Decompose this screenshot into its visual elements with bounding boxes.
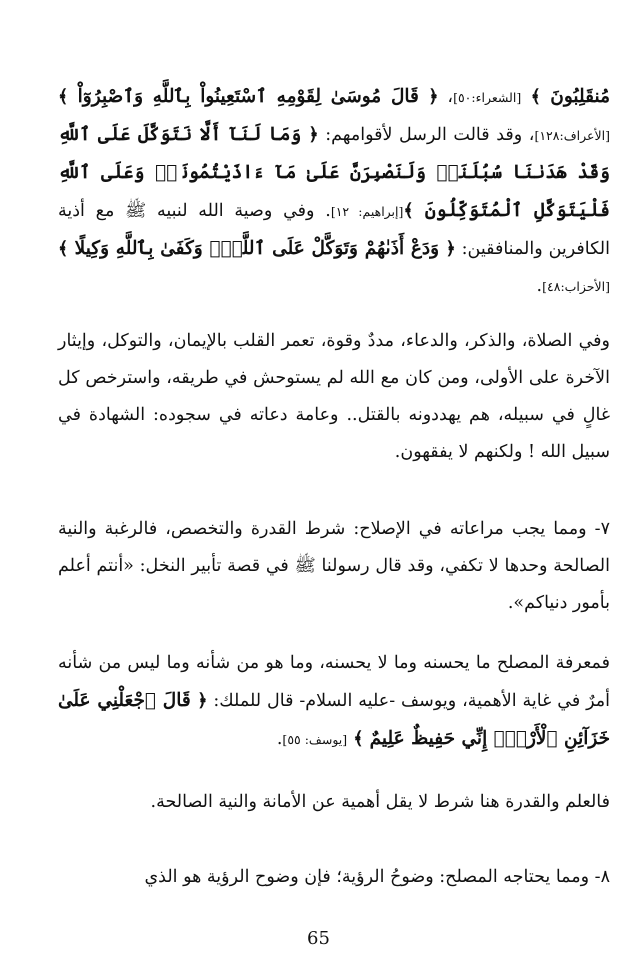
verse-bracket: ﴿ — [190, 691, 208, 711]
paragraph-6 — [58, 859, 610, 896]
verse-reference: [الأحزاب:٤٨] — [542, 279, 610, 294]
verse-bracket: ﴾ — [58, 239, 75, 259]
body-text: ، — [438, 87, 454, 107]
body-text: وفي الصلاة، والذكر، والدعاء، مددٌ وقوة، تعمر القلب بالإيمان، والتوكل، وإيثار الآخرة على الأولى، ومن كان مع الله لم يستوحش في طريقه، واسترخص كل غالٍ في سبيله، هم يهددونه بالقتل.. وعامة دعاته في سجوده: الشهادة في سبيل الله ! ولكنهم لا يفقهون. — [58, 331, 610, 462]
quran-verse: قَالَ ٱجْعَلْنِي عَلَىٰ خَزَآئِنِ ٱلْأَرْضِۖ إِنِّي حَفِيظٌ عَلِيمٌ — [58, 690, 610, 749]
paragraph-1 — [58, 78, 610, 305]
verse-bracket: ﴾ — [403, 201, 425, 221]
verse-bracket: ﴾ — [347, 729, 370, 749]
paragraph-2 — [58, 323, 610, 471]
verse-reference: [إبراهيم: ١٢] — [330, 204, 404, 219]
verse-bracket: ﴿ — [418, 87, 439, 107]
verse-reference: [يوسف: ٥٥] — [282, 732, 348, 747]
body-text: . — [276, 729, 283, 749]
verse-bracket: ﴿ — [301, 125, 319, 145]
body-text: . — [536, 276, 543, 296]
page-body — [58, 78, 610, 908]
verse-bracket: ﴾ — [58, 87, 78, 107]
body-text: ، وقد قالت الرسل لأقوامهم: — [318, 125, 535, 145]
verse-reference: [الأعراف:١٢٨] — [534, 128, 610, 143]
paragraph-5 — [58, 784, 610, 821]
body-text: . وفي وصية الله لنبيه ﷺ مع أذية الكافرين والمنافقين: — [58, 201, 610, 259]
quran-verse: قَالَ مُوسَىٰ لِقَوْمِهِ ٱسْتَعِينُواْ بِٱللَّهِ وَٱصْبِرُوٓاْ — [77, 86, 419, 107]
verse-bracket: ﴾ — [521, 87, 551, 107]
body-text: فالعلم والقدرة هنا شرط لا يقل أهمية عن الأمانة والنية الصالحة. — [150, 792, 610, 812]
body-text: فمعرفة المصلح ما يحسنه وما لا يحسنه، وما هو من شأنه وما ليس من شأنه أمرٌ في غاية الأهمية، ويوسف -عليه السلام- قال للملك: — [58, 653, 611, 711]
paragraph-3 — [58, 511, 610, 622]
quran-verse: مُنقَلِبُونَ — [550, 86, 610, 107]
body-text: ٨- ومما يحتاجه المصلح: وضوحُ الرؤية؛ فإن وضوح الرؤية هو الذي — [144, 867, 610, 887]
verse-bracket: ﴿ — [439, 239, 456, 259]
paragraph-4 — [58, 645, 610, 758]
quran-verse: وَمَا لَنَآ أَلَّا نَتَوَكَّلَ عَلَى ٱللَّهِ وَقَدْ هَدَىٰنَا سُبُلَنَاۚ وَلَنَصْبِرَنَّ عَلَىٰ مَآ ءَاذَيْتُمُونَاۚ وَعَلَى ٱللَّهِ فَلْيَتَوَكَّلِ ٱلْمُتَوَكِّلُونَ — [58, 124, 610, 221]
quran-verse: وَدَعْ أَذَىٰهُمْ وَتَوَكَّلْ عَلَى ٱللَّهِۚ وَكَفَىٰ بِٱللَّهِ وَكِيلًا — [74, 238, 440, 259]
body-text: ٧- ومما يجب مراعاته في الإصلاح: شرط القدرة والتخصص، فالرغبة والنية الصالحة وحدها لا تكفي، وقد قال رسولنا ﷺ في قصة تأبير النخل: «أنتم أعلم بأمور دنياكم». — [58, 519, 610, 613]
page-number: 65 — [307, 928, 330, 949]
verse-reference: [الشعراء:٥٠] — [453, 90, 522, 105]
